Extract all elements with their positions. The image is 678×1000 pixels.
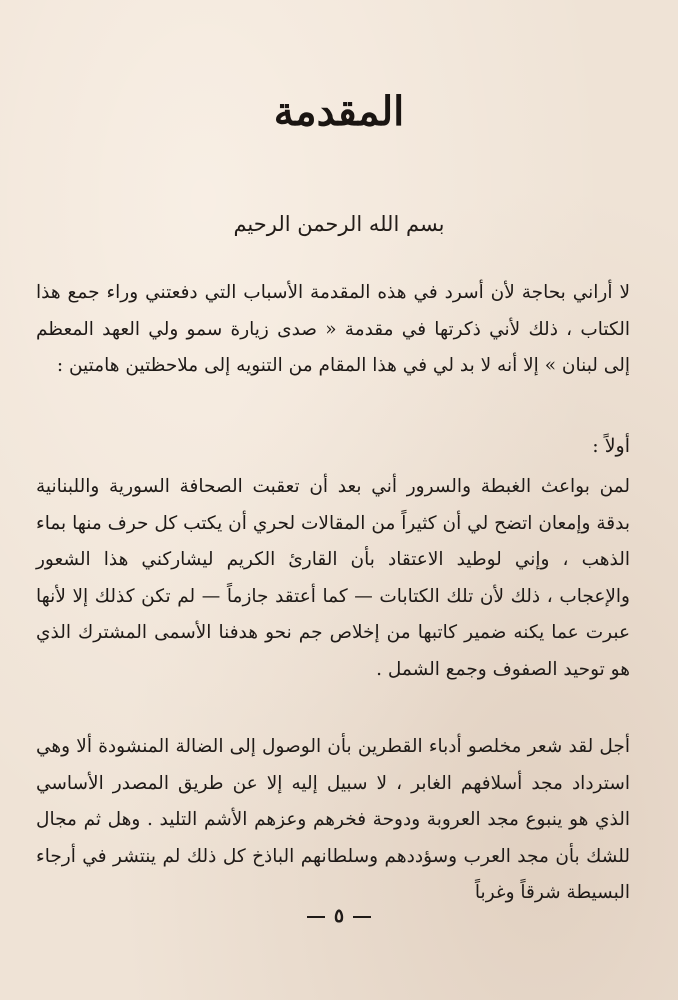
page-footer xyxy=(0,905,678,927)
basmala: بسم الله الرحمن الرحيم xyxy=(233,212,445,236)
footer-dash-left xyxy=(307,916,325,918)
paragraph-first-note xyxy=(36,469,630,688)
page-title: المقدمة xyxy=(273,88,405,135)
section-heading-first xyxy=(36,428,630,465)
paragraph-continuation-text: أجل لقد شعر مخلصو أدباء القطرين بأن الوصول إلى الضالة المنشودة ألا وهي استرداد مجد أسلافهم الغابر ، لا سبيل إليه إلا عن طريق المصدر الأساسي الذي هو ينبوع مجد العروبة ودوحة فخرهم وعزهم الأشم التليد . وهل ثم مجال للشك بأن مجد العرب وسؤددهم وسلطانهم الباذخ كل ذلك لم ينتشر في أرجاء البسيطة شرقاً وغرباً xyxy=(36,736,630,903)
paragraph-intro-text: لا أراني بحاجة لأن أسرد في هذه المقدمة الأسباب التي دفعتني وراء جمع هذا الكتاب ، ذلك لأني ذكرتها في مقدمة « صدى زيارة سمو ولي العهد المعظم إلى لبنان » إلا أنه لا بد لي في هذا المقام من التنويه إلى ملاحظتين هامتين : xyxy=(36,282,630,376)
footer-dash-right xyxy=(353,916,371,918)
paragraph-intro xyxy=(36,275,630,385)
section-heading-first-text: أولاً : xyxy=(592,435,630,457)
paragraph-continuation xyxy=(36,729,630,912)
page-number: ٥ xyxy=(333,905,345,927)
paragraph-first-note-text: لمن بواعث الغبطة والسرور أني بعد أن تعقبت الصحافة السورية واللبنانية بدقة وإمعان اتضح لي أن كثيراً من المقالات لحري أن يكتب كل حرف منها بماء الذهب ، وإني لوطيد الاعتقاد بأن القارئ الكريم ليشاركني هذا الشعور والإعجاب ، ذلك لأن تلك الكتابات — كما أعتقد جازماً — لم تكن كذلك إلا لأنها عبرت عما يكنه ضمير كاتبها من إخلاص جم نحو هدفنا الأسمى المشترك الذي هو توحيد الصفوف وجمع الشمل . xyxy=(36,476,630,680)
